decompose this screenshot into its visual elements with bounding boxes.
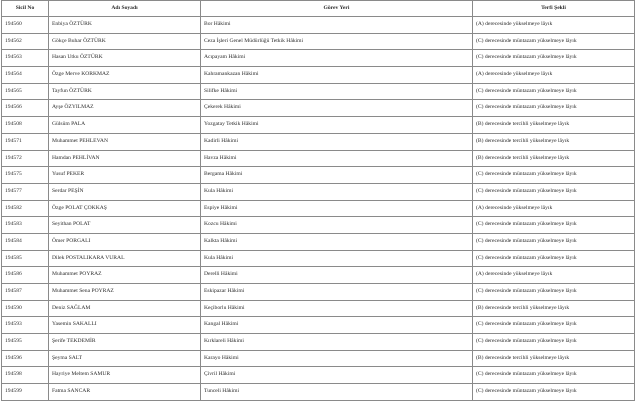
table-row (2, 317, 635, 334)
cell-terfi-sekli: (C) derecesinde müntazam yükselmeye lâyık (473, 317, 635, 334)
cell-gorev-yeri: Bor Hâkimi (201, 17, 473, 34)
cell-gorev-yeri: Kula Hâkimi (201, 250, 473, 267)
cell-adi-soyadi: Şerife TEKDEMİR (49, 334, 201, 351)
header-sicil-no: Sicil No (2, 1, 49, 17)
cell-terfi-sekli: (C) derecesinde müntazam yükselmeye lâyık (473, 100, 635, 117)
cell-gorev-yeri: Kozcu Hâkimi (201, 217, 473, 234)
cell-sicil-no: 194564 (2, 67, 49, 84)
table-row (2, 350, 635, 367)
cell-gorev-yeri: Derelli Hâkimi (201, 267, 473, 284)
table-row (2, 284, 635, 301)
cell-sicil-no: 194585 (2, 250, 49, 267)
cell-gorev-yeri: Çekerek Hâkimi (201, 100, 473, 117)
cell-gorev-yeri: Kahramankazan Hâkimi (201, 67, 473, 84)
cell-adi-soyadi: Ayşe ÖZYILMAZ (49, 100, 201, 117)
table-row (2, 150, 635, 167)
cell-terfi-sekli: (C) derecesinde müntazam yükselmeye lâyık (473, 334, 635, 351)
cell-adi-soyadi: Tayfun ÖZTÜRK (49, 83, 201, 100)
cell-adi-soyadi: Özge Merve KORKMAZ (49, 67, 201, 84)
table-row (2, 300, 635, 317)
cell-sicil-no: 194583 (2, 217, 49, 234)
cell-sicil-no: 194584 (2, 233, 49, 250)
table-row (2, 17, 635, 34)
cell-gorev-yeri: Ceza İşleri Genel Müdürlüğü Tetkik Hâkimi (201, 33, 473, 50)
cell-adi-soyadi: Hasan Utku ÖZTÜRK (49, 50, 201, 67)
table-row (2, 183, 635, 200)
cell-adi-soyadi: Serdar PEŞİN (49, 183, 201, 200)
header-gorev-yeri: Görev Yeri (201, 1, 473, 17)
cell-sicil-no: 194566 (2, 100, 49, 117)
header-adi-soyadi: Adı Soyadı (49, 1, 201, 17)
cell-adi-soyadi: Hamdan PEHLİVAN (49, 150, 201, 167)
cell-gorev-yeri: Kula Hâkimi (201, 183, 473, 200)
cell-terfi-sekli: (C) derecesinde müntazam yükselmeye lâyık (473, 250, 635, 267)
cell-terfi-sekli: (C) derecesinde müntazam yükselmeye lâyık (473, 33, 635, 50)
cell-terfi-sekli: (C) derecesinde müntazam yükselmeye lâyık (473, 50, 635, 67)
table-row (2, 267, 635, 284)
cell-terfi-sekli: (A) derecesinde yükselmeye lâyık (473, 200, 635, 217)
cell-gorev-yeri: Kadirli Hâkimi (201, 133, 473, 150)
table-row (2, 133, 635, 150)
cell-adi-soyadi: Şeyma SALT (49, 350, 201, 367)
table-row (2, 83, 635, 100)
cell-gorev-yeri: Çivril Hâkimi (201, 367, 473, 384)
cell-sicil-no: 194572 (2, 150, 49, 167)
cell-sicil-no: 194577 (2, 183, 49, 200)
cell-terfi-sekli: (A) derecesinde yükselmeye lâyık (473, 67, 635, 84)
document-page (1, 0, 634, 401)
table-row (2, 367, 635, 384)
table-row (2, 50, 635, 67)
cell-gorev-yeri: Keçiborlu Hâkimi (201, 300, 473, 317)
cell-sicil-no: 194565 (2, 83, 49, 100)
cell-adi-soyadi: Enbiya ÖZTÜRK (49, 17, 201, 34)
cell-sicil-no: 194586 (2, 267, 49, 284)
cell-gorev-yeri: Tunceli Hâkimi (201, 384, 473, 401)
cell-terfi-sekli: (B) derecesinde tercihli yükselmeye lâyık (473, 133, 635, 150)
cell-sicil-no: 194595 (2, 334, 49, 351)
cell-terfi-sekli: (C) derecesinde müntazam yükselmeye lâyık (473, 233, 635, 250)
table-body (2, 17, 635, 401)
cell-gorev-yeri: Silifke Hâkimi (201, 83, 473, 100)
cell-sicil-no: 194596 (2, 350, 49, 367)
cell-adi-soyadi: Dilek POSTALIKARA VURAL (49, 250, 201, 267)
promotion-table (1, 0, 635, 401)
cell-adi-soyadi: Muhammet POYRAZ (49, 267, 201, 284)
table-row (2, 233, 635, 250)
table-row (2, 334, 635, 351)
cell-adi-soyadi: Gülsüm PALA (49, 117, 201, 134)
table-row (2, 67, 635, 84)
cell-terfi-sekli: (C) derecesinde müntazam yükselmeye lâyık (473, 167, 635, 184)
table-row (2, 100, 635, 117)
cell-adi-soyadi: Gökçe Buhar ÖZTÜRK (49, 33, 201, 50)
cell-gorev-yeri: Acıpayam Hâkimi (201, 50, 473, 67)
cell-sicil-no: 194575 (2, 167, 49, 184)
cell-adi-soyadi: Muhammet PEHLEVAN (49, 133, 201, 150)
cell-sicil-no: 194562 (2, 33, 49, 50)
cell-terfi-sekli: (C) derecesinde müntazam yükselmeye lâyık (473, 217, 635, 234)
cell-adi-soyadi: Muhammet Sena POYRAZ (49, 284, 201, 301)
cell-sicil-no: 194582 (2, 200, 49, 217)
cell-adi-soyadi: Ömer PORGALI (49, 233, 201, 250)
cell-adi-soyadi: Hayriye Meltem SAMUR (49, 367, 201, 384)
cell-adi-soyadi: Seyithan POLAT (49, 217, 201, 234)
table-row (2, 217, 635, 234)
table-row (2, 250, 635, 267)
cell-gorev-yeri: Havza Hâkimi (201, 150, 473, 167)
cell-terfi-sekli: (C) derecesinde müntazam yükselmeye lâyık (473, 284, 635, 301)
cell-terfi-sekli: (A) derecesinde yükselmeye lâyık (473, 17, 635, 34)
cell-adi-soyadi: Deniz SAĞLAM (49, 300, 201, 317)
cell-terfi-sekli: (B) derecesinde tercihli yükselmeye lâyık (473, 150, 635, 167)
cell-terfi-sekli: (C) derecesinde müntazam yükselmeye lâyık (473, 183, 635, 200)
cell-gorev-yeri: Karayo Hâkimi (201, 350, 473, 367)
cell-gorev-yeri: Kangal Hâkimi (201, 317, 473, 334)
cell-terfi-sekli: (B) derecesinde tercihli yükselmeye lâyık (473, 350, 635, 367)
cell-sicil-no: 194598 (2, 367, 49, 384)
cell-gorev-yeri: Kalkta Hâkimi (201, 233, 473, 250)
cell-sicil-no: 194563 (2, 50, 49, 67)
cell-sicil-no: 194590 (2, 300, 49, 317)
cell-terfi-sekli: (B) derecesinde tercihli yükselmeye lâyık (473, 117, 635, 134)
table-row (2, 167, 635, 184)
header-terfi-sekli: Terfi Şekli (473, 1, 635, 17)
cell-gorev-yeri: Kırklareli Hâkimi (201, 334, 473, 351)
cell-sicil-no: 194560 (2, 17, 49, 34)
cell-terfi-sekli: (A) derecesinde yükselmeye lâyık (473, 267, 635, 284)
cell-sicil-no: 194599 (2, 384, 49, 401)
table-row (2, 200, 635, 217)
cell-sicil-no: 194593 (2, 317, 49, 334)
cell-adi-soyadi: Yasemin SAKALLI (49, 317, 201, 334)
cell-terfi-sekli: (C) derecesinde müntazam yükselmeye lâyık (473, 367, 635, 384)
cell-terfi-sekli: (C) derecesinde müntazam yükselmeye lâyık (473, 384, 635, 401)
table-row (2, 33, 635, 50)
cell-gorev-yeri: Espiye Hâkimi (201, 200, 473, 217)
table-row (2, 384, 635, 401)
cell-sicil-no: 194587 (2, 284, 49, 301)
cell-adi-soyadi: Özge POLAT ÇOKKAŞ (49, 200, 201, 217)
cell-sicil-no: 194571 (2, 133, 49, 150)
table-header-row (2, 1, 635, 17)
cell-adi-soyadi: Fatma SANCAR (49, 384, 201, 401)
cell-terfi-sekli: (B) derecesinde tercihli yükselmeye lâyık (473, 300, 635, 317)
table-row (2, 117, 635, 134)
cell-gorev-yeri: Bergama Hâkimi (201, 167, 473, 184)
cell-sicil-no: 194508 (2, 117, 49, 134)
cell-gorev-yeri: Eskipazar Hâkimi (201, 284, 473, 301)
cell-terfi-sekli: (C) derecesinde müntazam yükselmeye lâyık (473, 83, 635, 100)
cell-adi-soyadi: Yusuf PEKER (49, 167, 201, 184)
cell-gorev-yeri: Yozgatay Tetkik Hâkimi (201, 117, 473, 134)
